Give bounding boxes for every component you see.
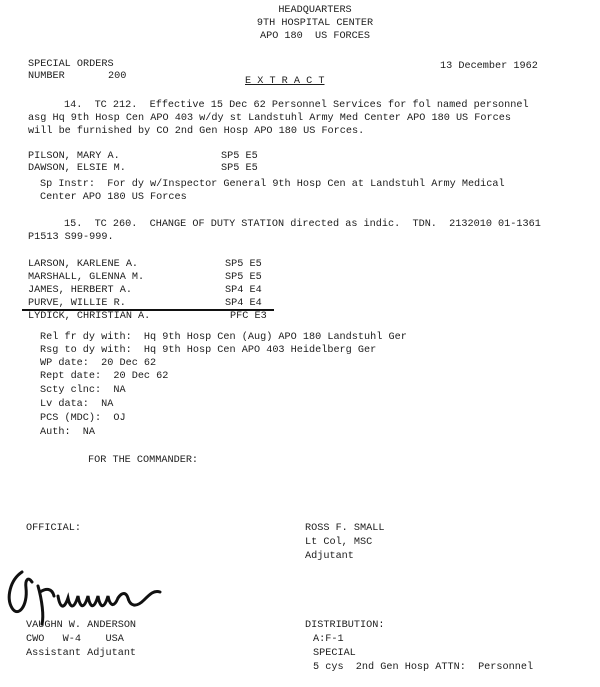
person-name: MARSHALL, GLENNA M. xyxy=(28,272,145,283)
order-number: 200 xyxy=(108,71,127,82)
para15-line-1: 15. TC 260. CHANGE OF DUTY STATION directed as indic. TDN. 2132010 01-1361 xyxy=(64,219,541,230)
distribution-label: DISTRIBUTION: xyxy=(305,620,385,631)
person-grade: SP5 E5 xyxy=(221,151,258,162)
redaction-box xyxy=(168,258,220,284)
person-name: LARSON, KARLENE A. xyxy=(28,259,139,270)
person-grade: SP4 E4 xyxy=(225,285,262,296)
person-name: LYDICK, CHRISTIAN A. xyxy=(28,311,151,322)
assistant-title: Assistant Adjutant xyxy=(26,648,137,659)
para14-line-2: asg Hq 9th Hosp Cen APO 403 w/dy st Landstuhl Army Med Center APO 180 US Forces xyxy=(28,113,511,124)
person-name: PURVE, WILLIE R. xyxy=(28,298,126,309)
extract-title: E X T R A C T xyxy=(245,76,325,87)
person-name: JAMES, HERBERT A. xyxy=(28,285,132,296)
person-grade: PFC E3 xyxy=(230,311,267,322)
person-name: DAWSON, ELSIE M. xyxy=(28,163,126,174)
person-grade: SP5 E5 xyxy=(221,163,258,174)
redaction-box xyxy=(152,150,214,176)
detail-line: Rel fr dy with: Hq 9th Hosp Cen (Aug) APO 180 Landstuhl Ger xyxy=(40,332,407,343)
order-date: 13 December 1962 xyxy=(440,61,538,72)
detail-line: Rsg to dy with: Hq 9th Hosp Cen APO 403 Heidelberg Ger xyxy=(40,345,377,356)
signer-rank: Lt Col, MSC xyxy=(305,537,373,548)
detail-line: WP date: 20 Dec 62 xyxy=(40,358,157,369)
header-line-1: HEADQUARTERS xyxy=(278,5,352,16)
special-instructions-line-2: Center APO 180 US Forces xyxy=(40,192,187,203)
assistant-rank: CWO W-4 USA xyxy=(26,634,124,645)
header-line-3: APO 180 US FORCES xyxy=(259,31,371,42)
signer-title: Adjutant xyxy=(305,551,354,562)
para14-line-1: 14. TC 212. Effective 15 Dec 62 Personnel Services for fol named personnel xyxy=(64,100,529,111)
person-grade: SP4 E4 xyxy=(225,298,262,309)
person-name: PILSON, MARY A. xyxy=(28,151,120,162)
para14-line-3: will be furnished by CO 2nd Gen Hosp APO 180 US Forces. xyxy=(28,126,365,137)
official-label: OFFICIAL: xyxy=(26,523,82,534)
detail-line: PCS (MDC): OJ xyxy=(40,413,126,424)
special-orders-label: SPECIAL ORDERS xyxy=(28,59,114,70)
detail-line: Rept date: 20 Dec 62 xyxy=(40,371,169,382)
distribution-item: A:F-1 xyxy=(313,634,344,645)
para15-line-2: P1513 S99-999. xyxy=(28,232,114,243)
assistant-name: VAUGHN W. ANDERSON xyxy=(26,620,137,631)
person-grade: SP5 E5 xyxy=(225,259,262,270)
handwritten-signature xyxy=(4,566,164,626)
distribution-item: SPECIAL xyxy=(313,648,356,659)
number-label: NUMBER xyxy=(28,71,65,82)
special-instructions-line-1: Sp Instr: For dy w/Inspector General 9th Hosp Cen at Landstuhl Army Medical xyxy=(40,179,505,190)
for-the-commander: FOR THE COMMANDER: xyxy=(88,455,199,466)
header-line-2: 9TH HOSPITAL CENTER xyxy=(256,18,374,29)
person-grade: SP5 E5 xyxy=(225,272,262,283)
detail-line: Auth: NA xyxy=(40,427,96,438)
detail-line: Lv data: NA xyxy=(40,399,114,410)
underline-rule xyxy=(22,309,274,311)
redaction-box xyxy=(132,297,218,307)
distribution-item: 5 cys 2nd Gen Hosp ATTN: Personnel xyxy=(313,662,534,673)
signer-name: ROSS F. SMALL xyxy=(305,523,385,534)
detail-line: Scty clnc: NA xyxy=(40,385,126,396)
